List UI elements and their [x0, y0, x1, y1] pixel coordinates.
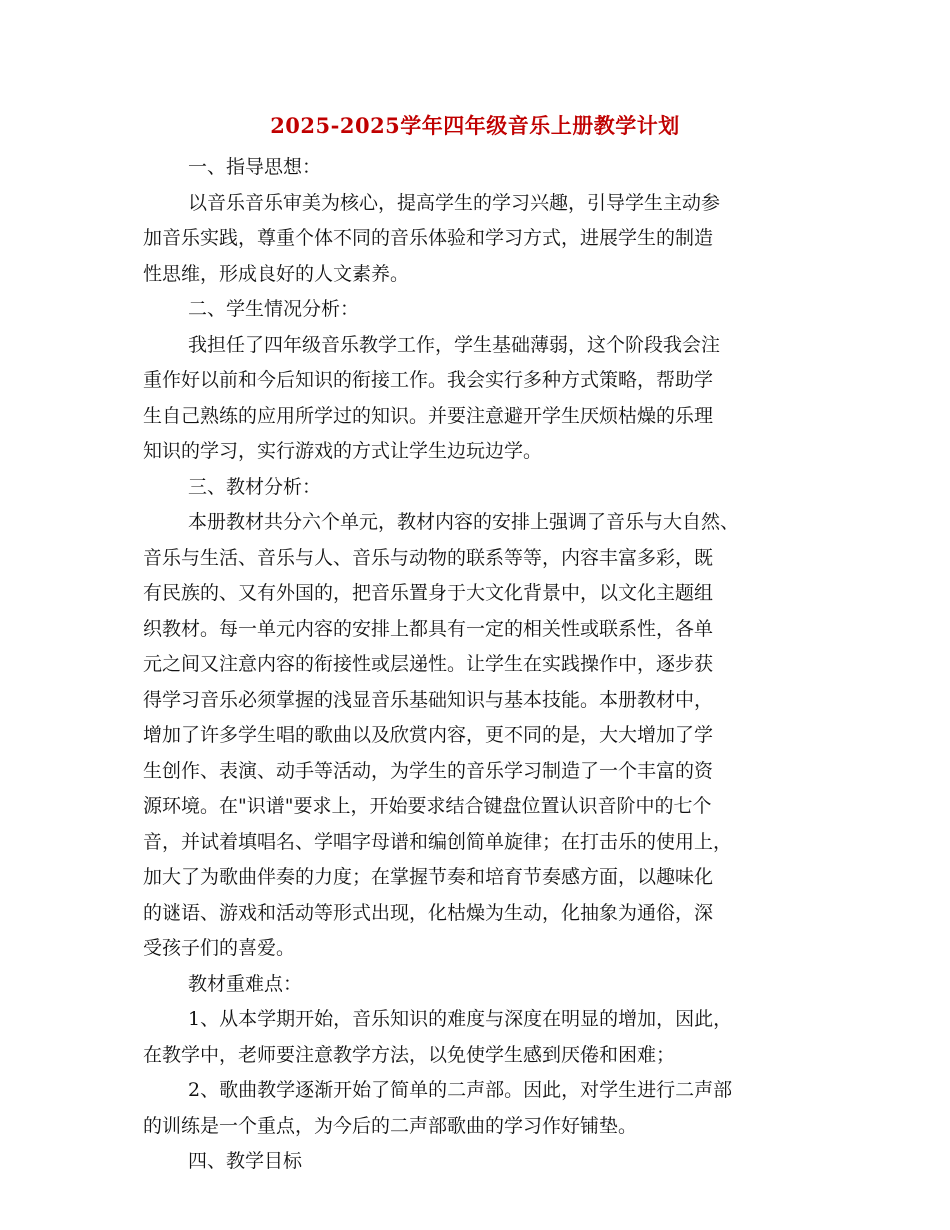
text-line: 元之间又注意内容的衔接性或层递性。让学生在实践操作中，逐步获 — [143, 653, 714, 675]
text-line: 生创作、表演、动手等活动，为学生的音乐学习制造了一个丰富的资 — [143, 759, 714, 782]
text-line: 音，并试着填唱名、学唱字母谱和编创简单旋律；在打击乐的使用上， — [143, 830, 733, 853]
text-line: 有民族的、又有外国的，把音乐置身于大文化背景中，以文化主题组 — [143, 582, 714, 604]
document-body — [143, 150, 811, 1180]
text-line: 在教学中，老师要注意教学方法，以免使学生感到厌倦和困难； — [143, 1043, 676, 1066]
text-line: 受孩子们的喜爱。 — [143, 937, 296, 959]
text-line: 三、教材分析： — [188, 475, 322, 498]
text-line: 生自己熟练的应用所学过的知识。并要注意避开学生厌烦枯燥的乐理 — [143, 404, 714, 427]
text-line: 加大了为歌曲伴奏的力度；在掌握节奏和培育节奏感方面，以趣味化 — [143, 866, 714, 888]
text-line: 以音乐音乐审美为核心，提高学生的学习兴趣，引导学生主动参 — [188, 191, 721, 214]
document-title: 2025-2025学年四年级音乐上册教学计划 — [270, 113, 680, 138]
text-line: 得学习音乐必须掌握的浅显音乐基础知识与基本技能。本册教材中， — [143, 688, 714, 711]
text-line: 1、从本学期开始，音乐知识的难度与深度在明显的增加，因此， — [188, 1008, 733, 1030]
text-line: 教材重难点： — [188, 972, 303, 995]
text-line: 的谜语、游戏和活动等形式出现，化枯燥为生动，化抽象为通俗，深 — [143, 901, 714, 924]
text-line: 的训练是一个重点，为今后的二声部歌曲的学习作好铺垫。 — [143, 1114, 638, 1137]
text-line: 知识的学习，实行游戏的方式让学生边玩边学。 — [143, 440, 543, 462]
text-line: 2、歌曲教学逐渐开始了简单的二声部。因此，对学生进行二声部 — [188, 1079, 733, 1101]
text-line: 音乐与生活、音乐与人、音乐与动物的联系等等，内容丰富多彩，既 — [143, 546, 714, 569]
text-line: 重作好以前和今后知识的衔接工作。我会实行多种方式策略，帮助学 — [143, 369, 714, 391]
text-line: 织教材。每一单元内容的安排上都具有一定的相关性或联系性，各单 — [143, 617, 714, 640]
text-line: 性思维，形成良好的人文素养。 — [143, 262, 410, 285]
text-line: 我担任了四年级音乐教学工作，学生基础薄弱，这个阶段我会注 — [188, 333, 721, 356]
text-line: 一、指导思想： — [188, 156, 322, 178]
text-line: 四、教学目标 — [188, 1150, 303, 1172]
text-line: 增加了许多学生唱的歌曲以及欣赏内容，更不同的是，大大增加了学 — [143, 724, 714, 746]
text-line: 加音乐实践，尊重个体不同的音乐体验和学习方式，进展学生的制造 — [143, 227, 714, 249]
text-line: 二、学生情况分析： — [188, 298, 360, 320]
text-line: 本册教材共分六个单元，教材内容的安排上强调了音乐与大自然、 — [188, 511, 740, 533]
text-line: 源环境。在"识谱"要求上，开始要求结合键盘位置认识音阶中的七个 — [143, 795, 712, 817]
